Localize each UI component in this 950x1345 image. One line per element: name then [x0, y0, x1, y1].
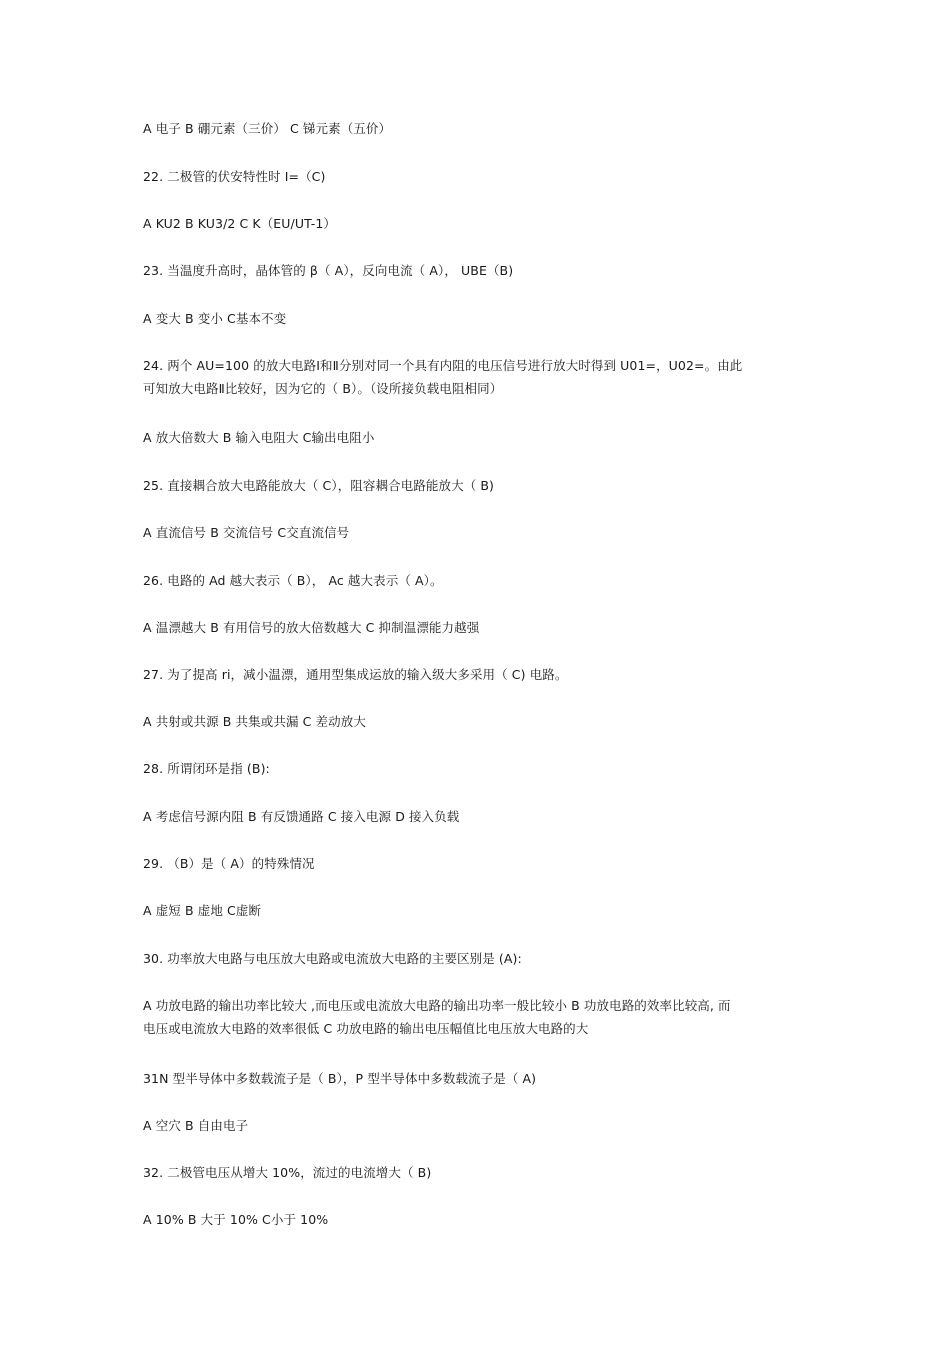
- option-line-27: A 共射或共源 B 共集或共漏 C 差动放大: [143, 714, 366, 729]
- question-29: 29. （B）是（ A）的特殊情况: [143, 856, 315, 871]
- question-24-line-2: 可知放大电路Ⅱ比较好，因为它的（ B）。（设所接负载电阻相同）: [143, 381, 503, 396]
- option-line-23: A 变大 B 变小 C基本不变: [143, 311, 287, 326]
- option-line-28: A 考虑信号源内阻 B 有反馈通路 C 接入电源 D 接入负载: [143, 809, 460, 824]
- option-line-24: A 放大倍数大 B 输入电阻大 C输出电阻小: [143, 430, 375, 445]
- option-line-32: A 10% B 大于 10% C小于 10%: [143, 1212, 329, 1227]
- option-line-30-b: 电压或电流放大电路的效率很低 C 功放电路的输出电压幅值比电压放大电路的大: [143, 1021, 589, 1036]
- question-31: 31N 型半导体中多数载流子是（ B），P 型半导体中多数载流子是（ A): [143, 1071, 537, 1086]
- question-27: 27. 为了提高 ri，减小温漂，通用型集成运放的输入级大多采用（ C) 电路。: [143, 667, 568, 682]
- option-line-26: A 温漂越大 B 有用信号的放大倍数越大 C 抑制温漂能力越强: [143, 620, 480, 635]
- question-25: 25. 直接耦合放大电路能放大（ C），阻容耦合电路能放大（ B): [143, 478, 495, 493]
- question-28: 28. 所谓闭环是指 (B):: [143, 761, 270, 776]
- option-line-31: A 空穴 B 自由电子: [143, 1118, 249, 1133]
- question-26: 26. 电路的 Ad 越大表示（ B）， Ac 越大表示（ A）。: [143, 573, 443, 588]
- option-line-22: A KU2 B KU3/2 C K（EU/UT-1）: [143, 216, 336, 231]
- question-32: 32. 二极管电压从增大 10%，流过的电流增大（ B): [143, 1165, 432, 1180]
- option-line-29: A 虚短 B 虚地 C虚断: [143, 903, 262, 918]
- question-24-line-1: 24. 两个 AU=100 的放大电路Ⅰ和Ⅱ分别对同一个具有内阻的电压信号进行放大时得到 U01=，U02=。由此: [143, 358, 743, 373]
- question-22: 22. 二极管的伏安特性时 I=（C): [143, 169, 326, 184]
- option-line-21: A 电子 B 硼元素（三价） C 锑元素（五价）: [143, 121, 392, 136]
- option-line-25: A 直流信号 B 交流信号 C交直流信号: [143, 525, 350, 540]
- question-30: 30. 功率放大电路与电压放大电路或电流放大电路的主要区别是 (A):: [143, 951, 522, 966]
- question-23: 23. 当温度升高时，晶体管的 β（ A），反向电流（ A）， UBE（B): [143, 263, 514, 278]
- option-line-30-a: A 功放电路的输出功率比较大 ,而电压或电流放大电路的输出功率一般比较小 B 功放电路的效率比较高, 而: [143, 998, 731, 1013]
